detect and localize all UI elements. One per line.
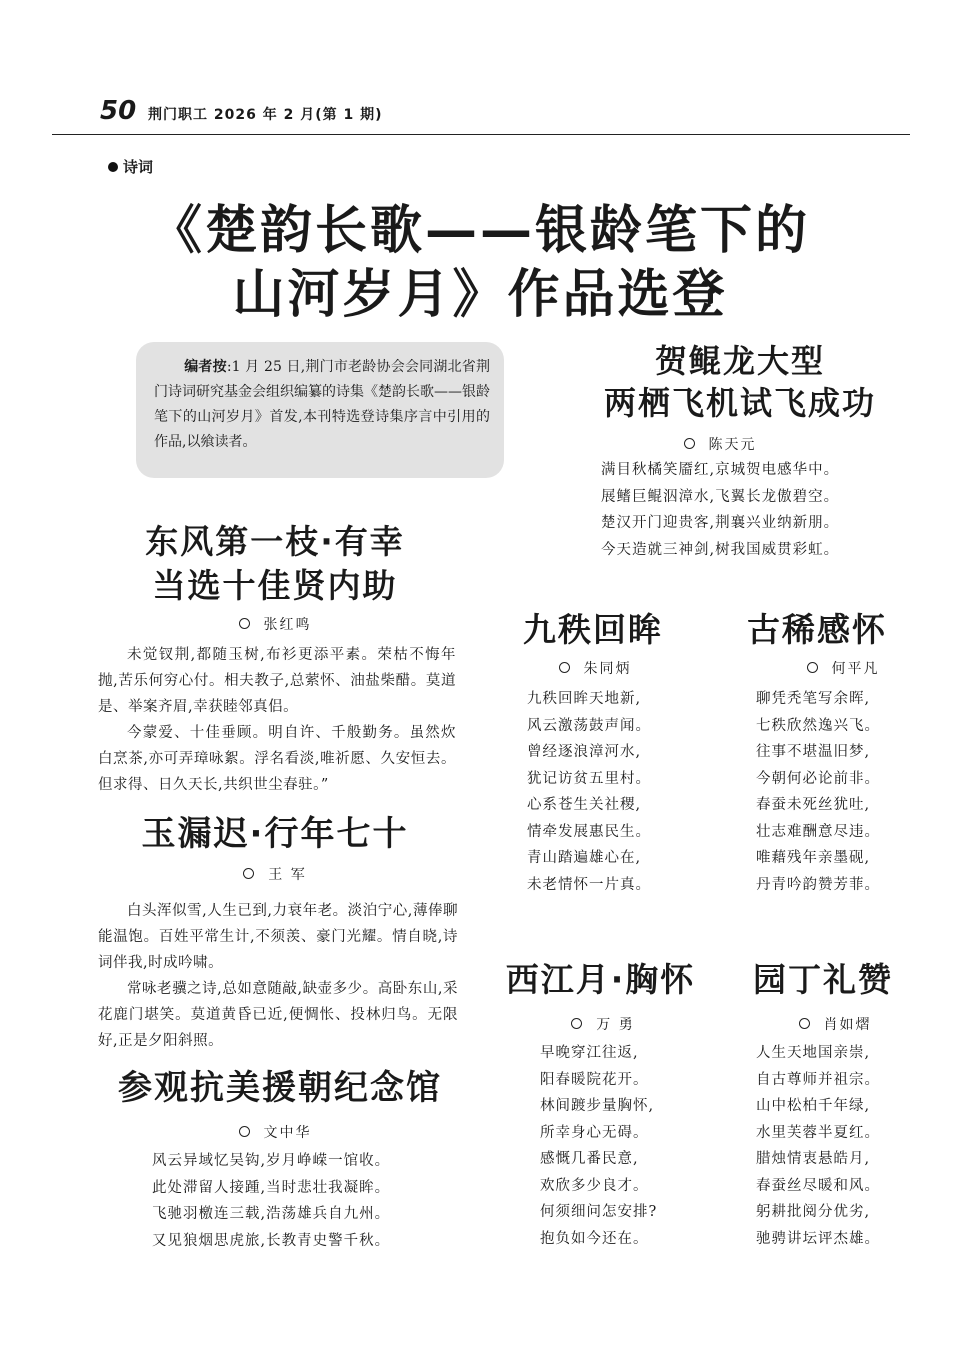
poem-line: 楚汉开门迎贵客,荆襄兴业纳新朋。 <box>601 515 840 531</box>
poem-line: 展鳍巨鲲泅漳水,飞翼长龙傲碧空。 <box>601 488 840 505</box>
poem-line: 七秩欣然逸兴飞。 <box>756 717 880 734</box>
poem-body-canguan <box>152 1148 452 1254</box>
circle-icon <box>684 438 695 449</box>
bullet-icon <box>108 162 118 172</box>
poem-author-xijiang <box>538 1014 668 1034</box>
header-rule <box>52 134 910 135</box>
poem-title-guxi: 古稀感怀 <box>747 610 887 649</box>
poem-paragraph: 常咏老骥之诗,总如意随敲,缺壶多少。高卧东山,采花鹿门堪笑。莫道黄昏已近,便惆怅、投林归鸟。无限好,正是夕阳斜照。 <box>98 981 458 1049</box>
main-title-line1: 《楚韵长歌——银龄笔下的 <box>149 201 810 261</box>
poem-line: 阳春暖院花开。 <box>540 1071 649 1088</box>
poem-line: 所幸身心无碍。 <box>540 1124 649 1141</box>
poem-title-kunlong-line2: 两栖飞机试飞成功 <box>603 384 876 422</box>
poem-body-xijiang <box>540 1040 720 1252</box>
poem-title-dongfeng-line1: 东风第一枝·有幸 <box>145 522 405 561</box>
poem-author-guxi <box>778 658 908 678</box>
poem-line: 林间踱步量胸怀, <box>540 1098 655 1114</box>
poem-line: 今天造就三神剑,树我国威贯彩虹。 <box>601 541 840 558</box>
poem-body-dongfeng <box>98 642 456 798</box>
poem-body-kunlong <box>601 457 901 563</box>
circle-icon <box>239 1126 250 1137</box>
poem-line: 人生天地国亲崇, <box>756 1045 871 1061</box>
circle-icon <box>807 662 818 673</box>
poem-title-kunlong-line1: 贺鲲龙大型 <box>654 342 825 380</box>
poem-line: 驰骋讲坛评杰雄。 <box>756 1230 880 1247</box>
poem-line: 满目秋橘笑靥红,京城贺电感华中。 <box>601 462 840 478</box>
poem-line: 情牵发展惠民生。 <box>527 823 651 840</box>
poem-line: 自古尊师并祖宗。 <box>756 1071 880 1088</box>
poem-body-guxi <box>756 686 926 898</box>
poem-line: 抱负如今还在。 <box>540 1230 649 1247</box>
poem-paragraph: 白头浑似雪,人生已到,力衰年老。淡泊宁心,薄俸聊能温饱。百姓平常生计,不须羡、豪门光耀。情自晓,诗词伴我,时成吟啸。 <box>98 903 458 971</box>
poem-author-yuanding <box>770 1014 900 1034</box>
poem-line: 唯藉残年亲墨砚, <box>756 850 871 866</box>
poem-line: 春蚕丝尽暖和风。 <box>756 1177 880 1194</box>
poem-line: 风云异域忆吴钩,岁月峥嵘一馆收。 <box>152 1153 391 1169</box>
poem-line: 山中松柏千年绿, <box>756 1098 871 1114</box>
poem-line: 聊凭秃笔写余晖, <box>756 691 871 707</box>
poem-line: 何须细问怎安排? <box>540 1204 658 1220</box>
circle-icon <box>799 1018 810 1029</box>
poem-line: 壮志难酬意尽违。 <box>756 823 880 840</box>
poem-author-yulouchi <box>195 864 355 884</box>
poem-title-jiuzhi: 九秩回眸 <box>523 610 663 649</box>
poem-line: 此处滞留人接踵,当时悲壮我凝眸。 <box>152 1179 391 1196</box>
poem-line: 丹青吟韵赞芳菲。 <box>756 876 880 893</box>
poem-line: 九秩回眸天地新, <box>527 691 642 707</box>
running-head: 荆门职工 2026 年 2 月(第 1 期) <box>148 107 383 123</box>
poem-line: 往事不堪温旧梦, <box>756 744 871 760</box>
poem-line: 躬耕批阅分优劣, <box>756 1204 871 1220</box>
poem-body-jiuzhi <box>527 686 697 898</box>
poem-title-kunlong <box>540 340 940 424</box>
poem-line: 今朝何必论前非。 <box>756 770 880 787</box>
poem-line: 早晚穿江往返, <box>540 1045 639 1061</box>
poem-author-kunlong <box>640 434 800 454</box>
poem-line: 未老情怀一片真。 <box>527 876 651 893</box>
poem-author-dongfeng <box>195 614 355 634</box>
poem-line: 春蚕未死丝犹吐, <box>756 797 871 813</box>
poem-line: 心系苍生关社稷, <box>527 797 642 813</box>
poem-line: 又见狼烟思虎旅,长教青史警千秋。 <box>152 1232 391 1249</box>
author-name: 肖如熠 <box>823 1017 872 1033</box>
poem-title-canguan: 参观抗美援朝纪念馆 <box>118 1068 442 1108</box>
author-name: 文中华 <box>263 1125 312 1141</box>
poem-line: 曾经逐浪漳河水, <box>527 744 642 760</box>
poem-author-canguan <box>195 1122 355 1142</box>
poem-title-yuanding: 园丁礼赞 <box>753 960 893 999</box>
page-number: 50 <box>100 96 137 126</box>
section-label <box>108 156 153 177</box>
poem-title-dongfeng-line2: 当选十佳贤内助 <box>152 566 398 605</box>
poem-line: 犹记访贫五里村。 <box>527 770 651 787</box>
author-name: 何平凡 <box>831 661 880 677</box>
poem-line: 水里芙蓉半夏红。 <box>756 1124 880 1141</box>
main-title-line2: 山河岁月》作品选登 <box>232 265 728 325</box>
poem-title-yulouchi: 玉漏迟·行年七十 <box>141 814 409 854</box>
circle-icon <box>559 662 570 673</box>
editor-note-text: :1 月 25 日,荆门市老龄协会会同湖北省荆门诗词研究基金会组织编纂的诗集《楚韵长歌——银龄笔下的山河岁月》首发,本刊特选登诗集序言中引用的作品,以飨读者。 <box>154 359 490 450</box>
poem-line: 青山踏遍雄心在, <box>527 850 642 866</box>
author-name: 朱同炳 <box>583 661 632 677</box>
author-name: 王 军 <box>268 867 307 883</box>
poem-paragraph: 今蒙爱、十佳垂顾。明自许、千般勤务。虽然炊白烹茶,亦可弄璋咏絮。浮名看淡,唯祈愿、久安恒去。但求得、日久天长,共织世尘春驻。” <box>98 725 456 793</box>
author-name: 陈天元 <box>708 437 757 453</box>
circle-icon <box>243 868 254 879</box>
poem-title-dongfeng <box>90 520 460 608</box>
poem-title-xijiang: 西江月·胸怀 <box>505 960 696 999</box>
poem-author-jiuzhi <box>530 658 660 678</box>
circle-icon <box>571 1018 582 1029</box>
section-label-text: 诗词 <box>123 158 154 176</box>
editor-note-label: 编者按 <box>184 359 227 375</box>
circle-icon <box>239 618 250 629</box>
author-name: 张红鸣 <box>263 617 312 633</box>
poem-line: 腊烛情衷悬皓月, <box>756 1151 871 1167</box>
poem-line: 飞驰羽檄连三载,浩荡雄兵自九州。 <box>152 1206 391 1222</box>
author-name: 万 勇 <box>596 1017 635 1033</box>
poem-line: 风云激荡鼓声闻。 <box>527 717 651 734</box>
poem-line: 欢欣多少良才。 <box>540 1177 649 1194</box>
editor-note <box>136 342 504 478</box>
poem-paragraph: 未觉钗荆,都随玉树,布衫更添平素。荣枯不悔年抛,苦乐何穷心付。相夫教子,总萦怀、油盐柴醋。莫道是、举案齐眉,幸获睦邻真侣。 <box>98 647 456 715</box>
poem-body-yulouchi <box>98 898 458 1054</box>
poem-line: 感慨几番民意, <box>540 1151 639 1167</box>
poem-body-yuanding <box>756 1040 936 1252</box>
